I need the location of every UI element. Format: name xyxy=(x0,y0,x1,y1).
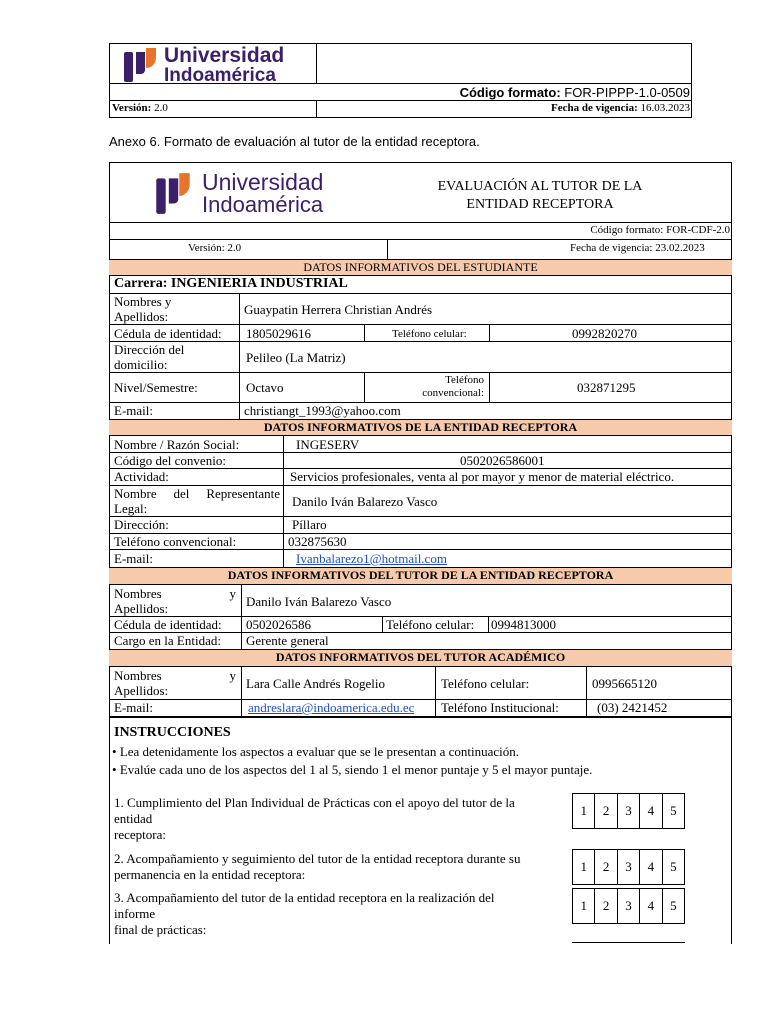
student-dir-label-1: Dirección del xyxy=(114,342,185,357)
rating-option[interactable]: 5 xyxy=(670,859,677,874)
tutor-entity-names-label-1: Nombres xyxy=(114,586,162,601)
form-title xyxy=(395,178,685,214)
student-cedula-value: 1805029616 xyxy=(246,326,311,341)
question-1-line1: 1. Cumplimiento del Plan Individual de Prácticas con el apoyo del tutor de la xyxy=(114,795,515,810)
tutor-academic-names-label xyxy=(114,668,236,698)
question-2-line1: 2. Acompañamiento y seguimiento del tutor de la entidad receptora durante su xyxy=(114,851,521,866)
tutor-academic-inst-label: Teléfono Institucional: xyxy=(441,700,559,715)
carrera: Carrera: INGENIERIA INDUSTRIAL xyxy=(114,276,348,291)
entity-rep-label-1: Nombre del Representante xyxy=(114,486,280,501)
entity-name-value: INGESERV xyxy=(296,437,360,452)
entity-rep-value: Danilo Iván Balarezo Vasco xyxy=(292,494,438,509)
student-dir-label-2: domicilio: xyxy=(114,357,168,372)
instructions-bullet-2 xyxy=(112,762,592,778)
header-logo xyxy=(122,45,284,85)
tutor-academic-email-label: E-mail: xyxy=(114,700,153,715)
entity-email-link[interactable]: Ivanbalarezo1@hotmail.com xyxy=(296,551,447,566)
university-logo-icon xyxy=(154,170,192,216)
instructions-bullet-1 xyxy=(112,744,519,760)
form-title-line2: ENTIDAD RECEPTORA xyxy=(466,197,614,212)
rating-option[interactable]: 1 xyxy=(573,850,595,884)
question-1 xyxy=(114,795,515,843)
tutor-entity-names-value: Danilo Iván Balarezo Vasco xyxy=(246,594,392,609)
tutor-academic-names-label-2: Apellidos: xyxy=(114,683,169,698)
rating-scale-1 xyxy=(572,793,685,829)
entity-dir-label: Dirección: xyxy=(114,517,169,532)
rating-scale-3 xyxy=(572,888,685,924)
rating-option[interactable]: 5 xyxy=(670,898,677,913)
student-cel-value: 0992820270 xyxy=(572,326,637,341)
form-vigencia: Fecha de vigencia: 23.02.2023 xyxy=(570,242,705,254)
tutor-entity-names-label-y: y xyxy=(229,586,236,601)
tutor-academic-section-header: DATOS INFORMATIVOS DEL TUTOR ACADÉMICO xyxy=(109,649,732,667)
instructions-bullet-2-text: Evalúe cada uno de los aspectos del 1 al 5, siendo 1 el menor puntaje y 5 el mayor puntaje. xyxy=(119,762,593,777)
rating-option[interactable]: 4 xyxy=(640,889,662,923)
rating-option[interactable]: 3 xyxy=(618,889,640,923)
question-2-line2: permanencia en la entidad receptora: xyxy=(114,867,306,882)
tutor-academic-cel-label: Teléfono celular: xyxy=(441,676,530,691)
tutor-academic-inst-value: (03) 2421452 xyxy=(597,700,668,715)
header-vigencia-value: 16.03.2023 xyxy=(640,102,690,114)
entity-email-label: E-mail: xyxy=(114,551,153,566)
bullet-icon: • xyxy=(112,762,120,777)
entity-name-label: Nombre / Razón Social: xyxy=(114,437,240,452)
form-title-line1: EVALUACIÓN AL TUTOR DE LA xyxy=(437,179,643,194)
student-email-value: christiangt_1993@yahoo.com xyxy=(244,403,401,418)
rating-option[interactable]: 2 xyxy=(595,850,617,884)
form-codigo: Código formato: FOR-CDF-2.0 xyxy=(590,224,730,236)
rating-option[interactable]: 3 xyxy=(618,794,640,828)
rating-option[interactable]: 1 xyxy=(573,794,595,828)
tutor-entity-cel-value: 0994813000 xyxy=(491,617,556,632)
student-nivel-label: Nivel/Semestre: xyxy=(114,380,198,395)
instructions-title: INSTRUCCIONES xyxy=(114,725,231,740)
student-cedula-label: Cédula de identidad: xyxy=(114,326,222,341)
tutor-academic-cel-value: 0995665120 xyxy=(592,676,657,691)
student-nivel-value: Octavo xyxy=(246,380,284,395)
entity-actividad-value: Servicios profesionales, venta al por mayor y menor de material eléctrico. xyxy=(290,469,675,484)
student-dir-label xyxy=(114,342,184,372)
form-version: Versión: 2.0 xyxy=(188,242,242,254)
student-dir-value: Pelileo (La Matriz) xyxy=(246,350,346,365)
entity-actividad-label: Actividad: xyxy=(114,469,169,484)
student-conv-label-1: Teléfono xyxy=(445,374,484,386)
rating-option[interactable]: 1 xyxy=(573,889,595,923)
tutor-academic-email-link[interactable]: andreslara@indoamerica.edu.ec xyxy=(248,700,415,715)
entity-dir-value: Píllaro xyxy=(292,517,327,532)
header-codigo-label: Código formato: xyxy=(459,85,561,100)
tutor-entity-cargo-value: Gerente general xyxy=(246,633,329,648)
question-2 xyxy=(114,851,521,883)
rating-option[interactable]: 5 xyxy=(670,803,677,818)
rating-option[interactable]: 4 xyxy=(640,794,662,828)
tutor-entity-section-header: DATOS INFORMATIVOS DEL TUTOR DE LA ENTIDAD RECEPTORA xyxy=(109,567,732,585)
student-email-label: E-mail: xyxy=(114,403,153,418)
entity-tel-value: 032875630 xyxy=(288,534,347,549)
form-logo xyxy=(154,170,323,216)
student-conv-label xyxy=(386,374,484,400)
student-names-label xyxy=(114,294,171,324)
student-conv-value: 032871295 xyxy=(577,380,636,395)
header-codigo xyxy=(460,85,690,100)
tutor-entity-names-label xyxy=(114,586,236,616)
entity-tel-label: Teléfono convencional: xyxy=(114,534,237,549)
question-3 xyxy=(114,890,494,938)
form-logo-line2: Indoamérica xyxy=(202,191,324,217)
tutor-academic-names-label-1: Nombres xyxy=(114,668,162,683)
tutor-entity-names-label-2: Apellidos: xyxy=(114,601,169,616)
rating-option[interactable]: 2 xyxy=(595,889,617,923)
tutor-entity-cel-label: Teléfono celular: xyxy=(386,617,475,632)
student-names-label-1: Nombres y xyxy=(114,294,172,309)
header-logo-line2: Indoamérica xyxy=(164,65,276,86)
entity-section-header: DATOS INFORMATIVOS DE LA ENTIDAD RECEPTORA xyxy=(109,419,732,436)
tutor-academic-names-label-y: y xyxy=(229,668,236,683)
question-3-line3: final de prácticas: xyxy=(114,922,207,937)
entity-rep-label-2: Legal: xyxy=(114,501,148,516)
question-1-line2: entidad xyxy=(114,811,153,826)
tutor-academic-names-value: Lara Calle Andrés Rogelio xyxy=(246,676,385,691)
header-version xyxy=(112,101,168,115)
header-codigo-value: FOR-PIPPP-1.0-0509 xyxy=(564,85,690,100)
rating-option[interactable]: 2 xyxy=(595,794,617,828)
tutor-entity-cedula-label: Cédula de identidad: xyxy=(114,617,222,632)
instructions-bullet-1-text: Lea detenidamente los aspectos a evaluar que se le presentan a continuación. xyxy=(119,744,520,759)
entity-convenio-label: Código del convenio: xyxy=(114,453,226,468)
header-vigencia xyxy=(551,101,690,115)
rating-option[interactable]: 4 xyxy=(640,850,662,884)
question-3-line1: 3. Acompañamiento del tutor de la entidad receptora en la realización del xyxy=(114,890,495,905)
question-3-line2: informe xyxy=(114,906,156,921)
entity-convenio-value: 0502026586001 xyxy=(460,453,545,468)
student-names-label-2: Apellidos: xyxy=(114,309,169,324)
annex-title: Anexo 6. Formato de evaluación al tutor de la entidad receptora. xyxy=(109,134,480,149)
header-vigencia-label: Fecha de vigencia: xyxy=(550,102,638,114)
tutor-entity-cedula-value: 0502026586 xyxy=(246,617,311,632)
rating-option[interactable]: 3 xyxy=(618,850,640,884)
form-logo-line1: Universidad xyxy=(202,168,324,195)
rating-scale-2 xyxy=(572,849,685,885)
partial-scale-edge xyxy=(572,942,685,943)
bullet-icon: • xyxy=(112,744,120,759)
tutor-entity-cargo-label: Cargo en la Entidad: xyxy=(114,633,221,648)
header-version-label: Versión: xyxy=(112,102,152,114)
question-1-line3: receptora: xyxy=(114,827,166,842)
student-cel-label: Teléfono celular: xyxy=(392,328,467,340)
header-version-value: 2.0 xyxy=(154,102,168,114)
university-logo-icon xyxy=(122,46,158,84)
header-logo-line1: Universidad xyxy=(164,44,285,67)
student-names-value: Guaypatin Herrera Christian Andrés xyxy=(244,302,433,317)
entity-rep-label xyxy=(114,486,280,516)
student-section-header: DATOS INFORMATIVOS DEL ESTUDIANTE xyxy=(109,259,732,276)
student-conv-label-2: convencional: xyxy=(422,387,484,399)
